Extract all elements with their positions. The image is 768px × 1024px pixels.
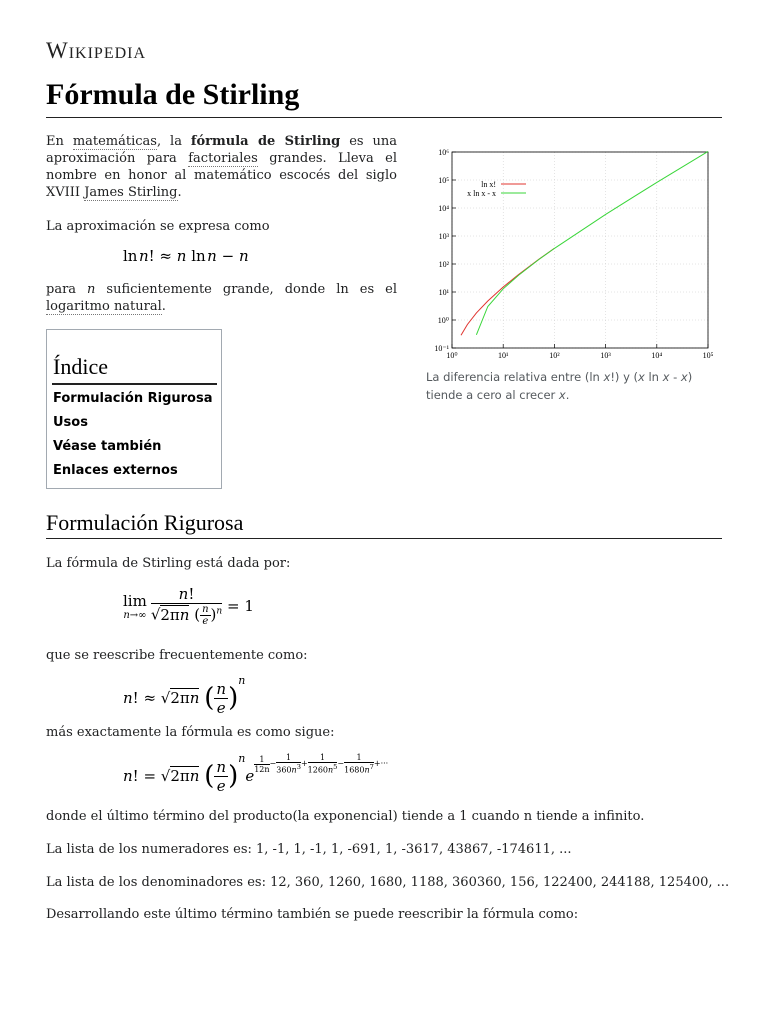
link-matematicas[interactable]: matemáticas [72, 134, 157, 149]
series-line-1 [461, 248, 554, 335]
section-paragraph-7: Desarrollando este último término también se puede reescribir la fórmula como: [46, 907, 579, 922]
section-paragraph-3: más exactamente la fórmula es como sigue: [46, 725, 335, 740]
section-heading-formulacion: Formulación Rigurosa [46, 510, 244, 535]
y-tick-label: 10⁰ [437, 316, 449, 325]
link-factoriales[interactable]: factoriales [188, 151, 258, 166]
x-tick-label: 10⁴ [651, 351, 663, 360]
y-tick-label: 10⁴ [438, 204, 449, 213]
bold-term: fórmula de Stirling [190, 134, 341, 149]
toc-divider [52, 383, 217, 385]
y-tick-label: 10³ [438, 232, 449, 241]
section-paragraph-6: La lista de los denominadores es: 12, 360, 1260, 1680, 1188, 360360, 156, 122400, 244188, 125400, ... [46, 875, 730, 890]
section-paragraph-2: que se reescribe frecuentemente como: [46, 648, 308, 663]
x-tick-label: 10² [549, 351, 560, 360]
formula-ln-approx: ln n! ≈ n ln n − n [123, 247, 249, 265]
x-tick-label: 10¹ [497, 351, 509, 360]
y-tick-label: 10¹ [438, 288, 449, 297]
toc-title: Índice [53, 354, 108, 379]
legend-label-1: ln x! [481, 180, 496, 189]
x-tick-label: 10³ [600, 351, 611, 360]
y-tick-label: 10² [438, 260, 449, 269]
y-tick-label: 10⁵ [438, 176, 449, 185]
x-tick-label: 10⁰ [446, 351, 458, 360]
link-james-stirling[interactable]: James Stirling [84, 185, 178, 200]
section-paragraph-1: La fórmula de Stirling está dada por: [46, 556, 291, 571]
toc-item-enlaces[interactable]: Enlaces externos [53, 463, 178, 478]
toc-item-formulacion[interactable]: Formulación Rigurosa [53, 391, 213, 406]
wikipedia-wordmark[interactable]: Wikipedia [46, 38, 147, 63]
table-of-contents [46, 329, 222, 489]
link-logaritmo-natural[interactable]: logaritmo natural [46, 299, 162, 314]
section-paragraph-4: donde el último término del producto(la exponencial) tiende a 1 cuando n tiende a infinito. [46, 809, 645, 824]
toc-item-vease[interactable]: Véase también [53, 439, 162, 454]
y-tick-label: 10⁶ [438, 148, 449, 157]
intro-paragraph-3: para n suficientemente grande, donde ln es el logaritmo natural. [46, 282, 397, 314]
x-tick-label: 10⁵ [702, 351, 714, 360]
formula-exact: n! = √2πn ( $\frac{n}{e}$ )$^n$e $\frac{1}{12n}$ − $\frac{1}{360n^3}$ + $\frac{1}{1260n^5}$ − $\frac{1}{1680n^7}$ +··· [123, 752, 389, 795]
title-divider [46, 117, 722, 118]
y-tick-label: 10⁻¹ [434, 344, 449, 353]
intro-paragraph-2: La aproximación se expresa como [46, 219, 270, 234]
legend-label-2: x ln x - x [467, 189, 496, 198]
formula-approx: n! ≈ √2πn ( $\frac{n}{e}$ )$^n$ [123, 674, 246, 717]
intro-paragraph: En matemáticas, la fórmula de Stirling es una aproximación para factoriales grandes. Lleva el nombre en honor al matemático escocés del siglo XVIII James Stirling. [46, 134, 397, 200]
section-paragraph-5: La lista de los numeradores es: 1, -1, 1, -1, 1, -691, 1, -3617, 43867, -174611, ... [46, 842, 572, 857]
page-title: Fórmula de Stirling [46, 78, 300, 111]
series-line-2 [476, 151, 708, 334]
figure-caption: La diferencia relativa entre (ln x!) y (x ln x - x) tiende a cero al crecer x. [426, 370, 693, 402]
toc-item-usos[interactable]: Usos [53, 415, 88, 430]
log-log-chart [426, 146, 716, 360]
formula-limit: lim n→∞ n! √2πn ( $\frac{n}{e}$ )$^n$ = 1 [123, 585, 254, 627]
section-divider [46, 538, 722, 539]
